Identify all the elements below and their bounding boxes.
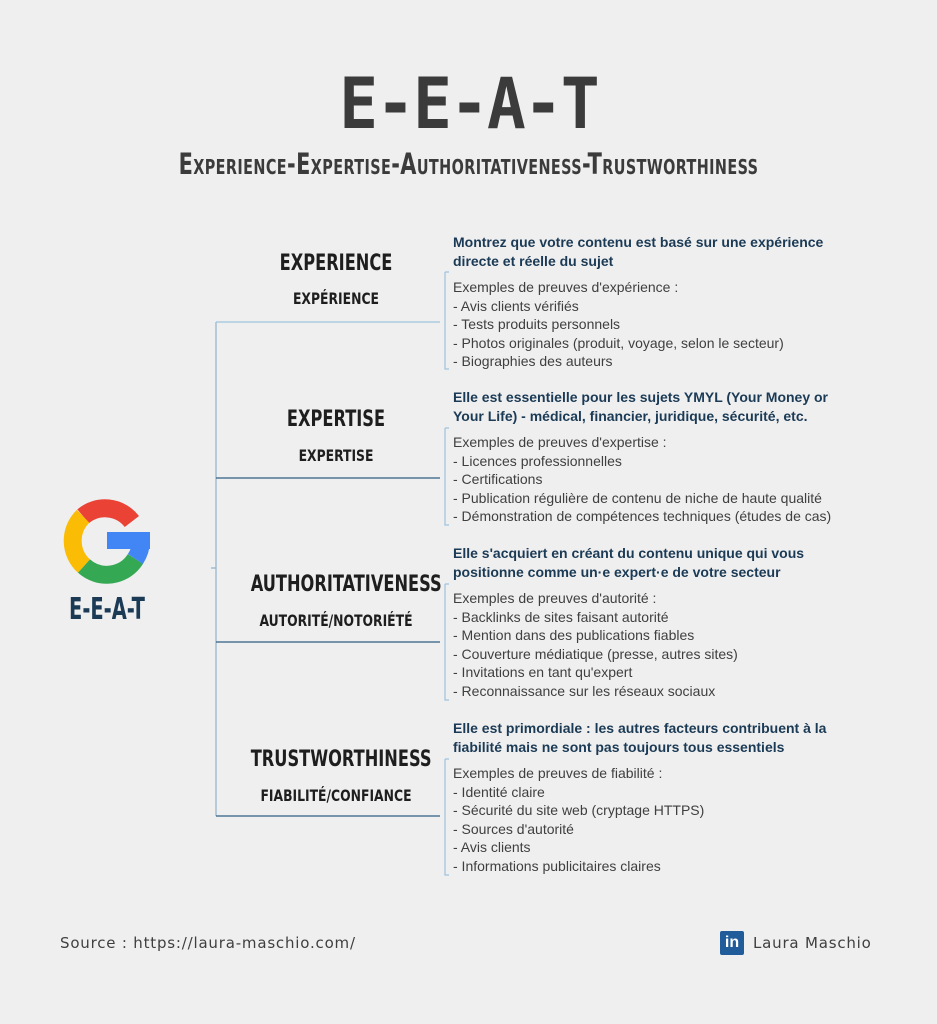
list-item: - Tests produits personnels bbox=[453, 316, 621, 332]
list-item: - Biographies des auteurs bbox=[453, 353, 613, 369]
examples-list bbox=[453, 433, 893, 526]
lead-line: positionne comme un·e expert·e de votre secteur bbox=[453, 563, 781, 580]
category-title-expertise: EXPERTISE bbox=[286, 407, 386, 432]
examples-heading: Exemples de preuves d'expertise : bbox=[453, 434, 667, 450]
category-title-experience: EXPERIENCE bbox=[279, 251, 393, 276]
lead-text bbox=[453, 544, 893, 581]
page-title: E-E-A-T bbox=[339, 63, 598, 145]
lead-line: fiabilité mais ne sont pas toujours tous essentiels bbox=[453, 738, 785, 755]
category-description-expertise bbox=[453, 388, 893, 526]
list-item: - Certifications bbox=[453, 471, 543, 487]
list-item: - Reconnaissance sur les réseaux sociaux bbox=[453, 682, 716, 699]
examples-heading: Exemples de preuves d'expérience : bbox=[453, 279, 679, 295]
trunk-line bbox=[211, 322, 216, 816]
list-item: - Invitations en tant qu'expert bbox=[453, 664, 633, 680]
category-description-authoritativeness bbox=[453, 544, 893, 700]
list-item: - Informations publicitaires claires bbox=[453, 857, 661, 874]
category-french-expertise: EXPERTISE bbox=[298, 446, 374, 465]
list-item: - Démonstration de compétences techniques (études de cas) bbox=[453, 508, 832, 524]
author-credit[interactable] bbox=[720, 931, 872, 955]
category-french-authoritativeness: AUTORITÉ/NOTORIÉTÉ bbox=[259, 611, 413, 630]
list-item: - Backlinks de sites faisant autorité bbox=[453, 608, 669, 625]
category-title-trustworthiness: TRUSTWORTHINESS bbox=[250, 747, 432, 772]
bracket-trustworthiness bbox=[445, 759, 449, 875]
list-item: - Sécurité du site web (cryptage HTTPS) bbox=[453, 802, 705, 818]
lead-text bbox=[453, 233, 893, 270]
list-item: - Photos originales (produit, voyage, selon le secteur) bbox=[453, 334, 784, 351]
lead-line: Your Life) - médical, financier, juridique, sécurité, etc. bbox=[453, 407, 808, 424]
author-name[interactable]: Laura Maschio bbox=[753, 934, 872, 952]
lead-line: Elle est essentielle pour les sujets YMYL (Your Money or bbox=[453, 389, 829, 405]
examples-heading: Exemples de preuves d'autorité : bbox=[453, 590, 657, 606]
list-item: - Avis clients vérifiés bbox=[453, 297, 579, 314]
list-item: - Publication régulière de contenu de niche de haute qualité bbox=[453, 489, 822, 506]
lead-line: Elle est primordiale : les autres facteurs contribuent à la bbox=[453, 720, 827, 736]
list-item: - Sources d'autorité bbox=[453, 820, 574, 837]
category-description-trustworthiness bbox=[453, 719, 893, 875]
bracket-authoritativeness bbox=[445, 584, 449, 700]
list-item: - Avis clients bbox=[453, 839, 531, 855]
lead-line: Elle s'acquiert en créant du contenu unique qui vous bbox=[453, 545, 805, 561]
examples-list bbox=[453, 589, 893, 700]
list-item: - Identité claire bbox=[453, 783, 545, 800]
page-subtitle: Experience-Expertise-Authoritativeness-Trustworthiness bbox=[178, 147, 759, 181]
category-french-trustworthiness: FIABILITÉ/CONFIANCE bbox=[260, 786, 412, 805]
lead-line: directe et réelle du sujet bbox=[453, 252, 614, 269]
bracket-expertise bbox=[445, 428, 449, 525]
list-item: - Couverture médiatique (presse, autres sites) bbox=[453, 645, 738, 662]
lead-text bbox=[453, 388, 893, 425]
category-description-experience bbox=[453, 233, 893, 371]
bracket-experience bbox=[445, 272, 449, 369]
list-item: - Mention dans des publications fiables bbox=[453, 627, 695, 643]
google-g-icon bbox=[62, 496, 152, 586]
category-french-experience: EXPÉRIENCE bbox=[292, 289, 380, 308]
eeat-logo-label: E-E-A-T bbox=[69, 592, 145, 627]
category-title-authoritativeness: AUTHORITATIVENESS bbox=[250, 572, 442, 597]
lead-text bbox=[453, 719, 893, 756]
lead-line: Montrez que votre contenu est basé sur une expérience bbox=[453, 234, 824, 250]
source-text: Source : https://laura-maschio.com/ bbox=[60, 934, 356, 952]
list-item: - Licences professionnelles bbox=[453, 452, 622, 469]
examples-list bbox=[453, 764, 893, 875]
examples-heading: Exemples de preuves de fiabilité : bbox=[453, 765, 663, 781]
examples-list bbox=[453, 278, 893, 371]
linkedin-icon[interactable]: in bbox=[720, 931, 744, 955]
